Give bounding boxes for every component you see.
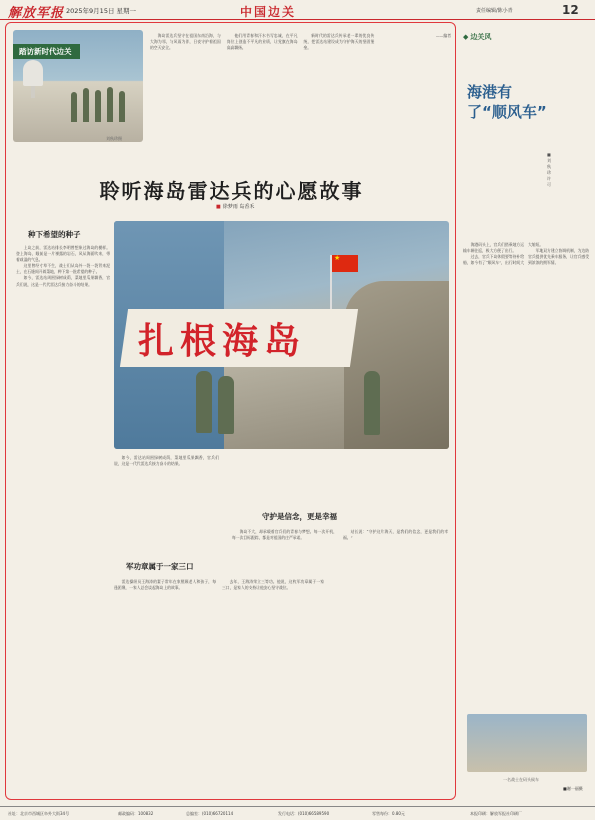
paragraph: 站长说：“守护这片海天，是我们的信念，更是我们的幸福。” [343,529,448,541]
byline: ■ 徐梦雨 岛香禾 [216,203,254,210]
footer-printer: 本报印刷：解放军报社印刷厂 [470,811,522,816]
top-story-sign: ——编者 [435,33,451,38]
paragraph: 雷达操纵员王海涛的妻子常年在家照顾老人和孩子，每逢团聚，一家人总会谈起海岛上的故事。 [114,579,216,591]
page-section-title: 中国边关 [240,5,297,19]
soldier-figure [218,376,234,434]
right-column [463,22,589,800]
top-paragraph: 新时代的雷达兵传承老一辈的优良传统，把雷达站建设成为守护海天的坚固堡垒。 [303,33,375,51]
section-one-text [16,245,110,575]
paragraph: 海岛不大，却承载着官兵们的青春与梦想。每一次开机，每一次目标跟踪，都是对祖国的庄严承诺。 [232,529,337,541]
paragraph: 如今，雷达站周围绿树成荫，菜地里瓜果飘香，官兵们说，这是一代代雷达兵接力奋斗的结果。 [16,275,110,287]
masthead [0,0,595,20]
subheading-medal: 军功章属于一家三口 [126,562,194,571]
column-text [463,242,589,712]
footer-postcode: 邮政编码：100832 [118,811,154,816]
paragraph: 上岛之前，雷达站排长李明曾想象过海岛的模样。登上海岛，眼前是一片裸露的岩石，风从海面吹来，带着咸湿的气息。 [16,245,110,263]
sign-lettering: 扎根海岛 [138,321,307,362]
top-paragraph: 海岛雷达兵坚守在祖国东南沿海，与大海为邻，与风雨为伴，日夜守护着祖国的空天安全。 [150,33,221,51]
paragraph: 军地双方建立协调机制，为边防官兵提供优先乘车服务，让官兵感受到浓浓的拥军情。 [528,248,589,265]
issue-date: 2025年9月15日 星期一 [66,7,137,15]
paragraph: 如今，雷达站周围绿树成荫，菜地里瓜果飘香，官兵们说，这是一代代雷达兵接力奋斗的结果。 [114,455,219,467]
column-title: 海港有了“顺风车” [467,83,547,121]
soldier-figure [364,371,380,435]
main-story-frame [5,22,456,800]
section-one-continued [114,455,219,555]
paragraph: 去年，王海涛荣立三等功。他说，这枚军功章属于一家三口，是家人的支持让他安心坚守战位。 [222,579,324,591]
top-story-photo [13,30,143,142]
top-story-text [150,33,451,151]
column-photo [467,714,587,772]
footer-price: 零售每份：0.80元 [372,811,405,816]
paragraph: 海港码头上，官兵们搭乘地方运输车辆往返，极大方便了出行。 [463,242,524,253]
page-number: 12 [562,3,579,17]
footer-phone: 总编室：(010)66720114 [186,811,234,816]
column-author: ■刘秋珍 许可 [547,152,551,187]
section-tag: 踏访新时代边关 [13,44,80,59]
subheading-guard: 守护是信念，更是幸福 [262,512,337,521]
footer-issue-phone: 发行电话：(010)66589590 [278,811,330,816]
editor-credit: 责任编辑/陈小青 [476,8,513,14]
radar-dome-shape [23,60,43,86]
soldier-figures [71,82,131,122]
column-photo-caption: 一名战士在码头候车 [503,777,539,782]
footer [0,806,595,820]
soldier-figure [196,371,212,433]
section-three-text [232,529,448,791]
national-flag-icon [332,255,358,272]
subheading-seeds: 种下希望的种子 [28,230,81,239]
headline: 聆听海岛雷达兵的心愿故事 [99,179,364,203]
rocks-shape [344,281,449,449]
paragraph: 过去，官兵下岛休假要等待补给船，如今有了“顺风车”，出行时间大大缩短。 [463,242,544,265]
column-tag: ◆ 边关风 [463,32,491,42]
main-photo [114,221,449,449]
top-paragraph: 他们用青春和汗水书写忠诚，在平凡岗位上创造不平凡的业绩，让党旗在海岛高高飘扬。 [226,33,298,51]
footer-address: 社址：北京市西城区阜外大街34号 [8,811,70,816]
column-photo-credit: ■谢一丽摄 [563,786,583,791]
newspaper-logo: 解放军报 [8,6,65,21]
top-photo-caption: 刘秋珍摄 [106,136,122,141]
paragraph: 这里曾经寸草不生，战士们从岛外一袋一袋背来泥土，在石缝间开辟菜地，种下第一批希望的种子。 [16,263,110,275]
